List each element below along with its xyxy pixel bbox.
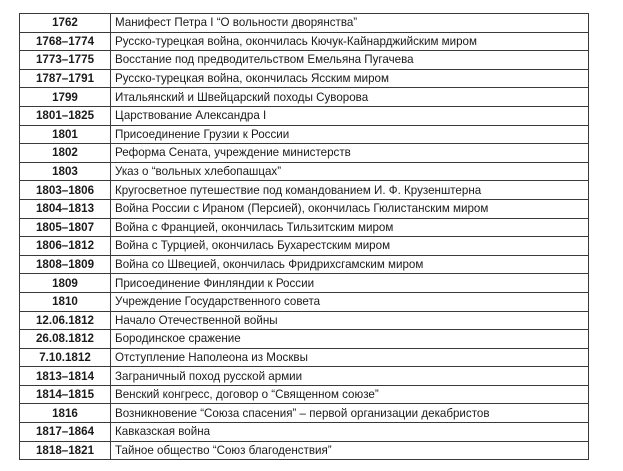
- date-cell: 1813–1814: [20, 367, 111, 386]
- table-row: [20, 69, 589, 88]
- event-cell: Итальянский и Швейцарский походы Суворова: [111, 88, 589, 107]
- table-body: [20, 14, 589, 460]
- table-row: [20, 237, 589, 256]
- date-cell: 1762: [20, 14, 111, 33]
- table-row: [20, 367, 589, 386]
- table-row: [20, 125, 589, 144]
- event-cell: Указ о “вольных хлебопашцах”: [111, 162, 589, 181]
- event-cell: Возникновение “Союза спасения” – первой организации декабристов: [111, 404, 589, 423]
- table-row: [20, 32, 589, 51]
- date-cell: 1803–1806: [20, 181, 111, 200]
- date-cell: 1818–1821: [20, 441, 111, 460]
- table-row: [20, 218, 589, 237]
- table-row: [20, 423, 589, 442]
- table-row: [20, 255, 589, 274]
- table-row: [20, 441, 589, 460]
- event-cell: Учреждение Государственного совета: [111, 292, 589, 311]
- event-cell: Царствование Александра I: [111, 106, 589, 125]
- date-cell: 1768–1774: [20, 32, 111, 51]
- event-cell: Кругосветное путешествие под командованием И. Ф. Крузенштерна: [111, 181, 589, 200]
- event-cell: Реформа Сената, учреждение министерств: [111, 144, 589, 163]
- table-row: [20, 144, 589, 163]
- event-cell: Присоединение Финляндии к России: [111, 274, 589, 293]
- table-row: [20, 14, 589, 33]
- date-cell: 1810: [20, 292, 111, 311]
- event-cell: Начало Отечественной войны: [111, 311, 589, 330]
- table-row: [20, 274, 589, 293]
- table-row: [20, 181, 589, 200]
- table-row: [20, 292, 589, 311]
- date-cell: 1804–1813: [20, 199, 111, 218]
- date-cell: 1809: [20, 274, 111, 293]
- table-row: [20, 88, 589, 107]
- event-cell: Отступление Наполеона из Москвы: [111, 348, 589, 367]
- date-cell: 1805–1807: [20, 218, 111, 237]
- event-cell: Манифест Петра I “О вольности дворянства”: [111, 14, 589, 33]
- date-cell: 12.06.1812: [20, 311, 111, 330]
- event-cell: Кавказская война: [111, 423, 589, 442]
- table-row: [20, 51, 589, 70]
- table-row: [20, 199, 589, 218]
- date-cell: 7.10.1812: [20, 348, 111, 367]
- date-cell: 1773–1775: [20, 51, 111, 70]
- table-row: [20, 330, 589, 349]
- date-cell: 26.08.1812: [20, 330, 111, 349]
- table-row: [20, 106, 589, 125]
- table-row: [20, 348, 589, 367]
- event-cell: Русско-турецкая война, окончилась Ясским миром: [111, 69, 589, 88]
- event-cell: Война России с Ираном (Персией), окончилась Гюлистанским миром: [111, 199, 589, 218]
- event-cell: Бородинское сражение: [111, 330, 589, 349]
- date-cell: 1801: [20, 125, 111, 144]
- event-cell: Русско-турецкая война, окончилась Кючук-Кайнарджийским миром: [111, 32, 589, 51]
- date-cell: 1802: [20, 144, 111, 163]
- chronology-table: [19, 13, 589, 460]
- date-cell: 1808–1809: [20, 255, 111, 274]
- event-cell: Война с Турцией, окончилась Бухарестским миром: [111, 237, 589, 256]
- date-cell: 1806–1812: [20, 237, 111, 256]
- event-cell: Война с Францией, окончилась Тильзитским миром: [111, 218, 589, 237]
- event-cell: Война со Швецией, окончилась Фридрихсгамским миром: [111, 255, 589, 274]
- event-cell: Восстание под предводительством Емельяна Пугачева: [111, 51, 589, 70]
- date-cell: 1803: [20, 162, 111, 181]
- date-cell: 1787–1791: [20, 69, 111, 88]
- date-cell: 1799: [20, 88, 111, 107]
- chronology-table-container: [19, 13, 589, 460]
- event-cell: Венский конгресс, договор о “Священном союзе”: [111, 385, 589, 404]
- event-cell: Тайное общество “Союз благоденствия”: [111, 441, 589, 460]
- date-cell: 1814–1815: [20, 385, 111, 404]
- table-row: [20, 162, 589, 181]
- event-cell: Присоединение Грузии к России: [111, 125, 589, 144]
- table-row: [20, 311, 589, 330]
- table-row: [20, 404, 589, 423]
- event-cell: Заграничный поход русской армии: [111, 367, 589, 386]
- date-cell: 1817–1864: [20, 423, 111, 442]
- table-row: [20, 385, 589, 404]
- date-cell: 1801–1825: [20, 106, 111, 125]
- date-cell: 1816: [20, 404, 111, 423]
